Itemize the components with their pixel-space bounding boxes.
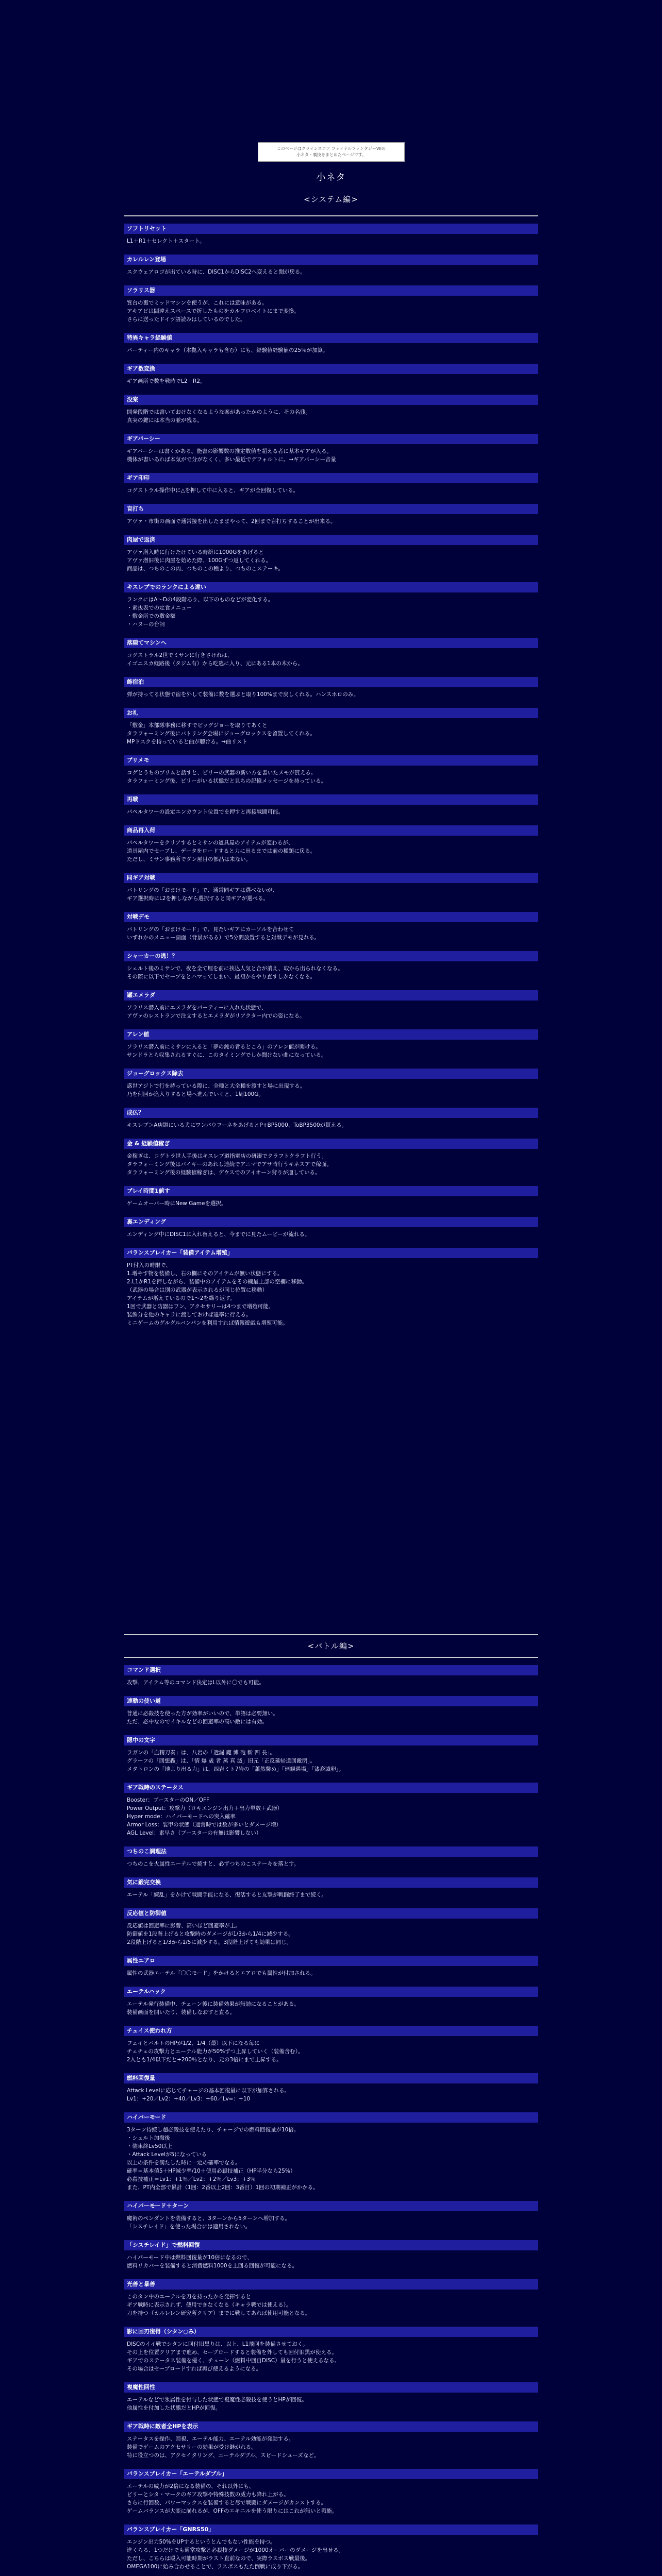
- entry: [124, 1069, 538, 1098]
- entry-body: [124, 444, 538, 464]
- entry-heading: 落隙てマシンへ: [124, 638, 538, 648]
- entry-body: [124, 687, 538, 699]
- entry-heading: 連動の使い道: [124, 1696, 538, 1706]
- entry-body: [124, 234, 538, 245]
- entry-text-line: MPドスクを持っていると曲が聴ける。→曲リスト: [127, 739, 247, 745]
- entry-text-line: ギアバーシーは書くかある。能書の影響数の推定数値を超える者に基本ギアが入る。: [127, 448, 332, 454]
- entry-text-line: 装備画面を開いたり、装備しなおすと直る。: [127, 2009, 235, 2015]
- entry-text-line: （武器の場合は別の武器が表示されるが同じ位置に移動）: [127, 1287, 268, 1293]
- entry-text-line: 防御値を1段階上げると攻撃時のダメージが1/3から1/4に減少する。: [127, 1931, 294, 1937]
- entry-text-line: 燃料リカバーを装備すると消費燃料1000を上回る回復が可能になる。: [127, 2263, 298, 2269]
- entry-text-line: ギア画所で数を戦時でL2＋R2。: [127, 378, 206, 384]
- entry-text-line: ミニゲームのグルグルバンパンを利用すれば情報遊戯も増殖可能。: [127, 1320, 288, 1326]
- entry-heading: 気に鍛完交換: [124, 1877, 538, 1888]
- entry-text-line: Armor Loss：装甲の状態（通常時では数が多いとダメージ増）: [127, 1822, 282, 1828]
- entry-text-line: アヴァ潜旧後に肉屋を始めた際、100Gずつ返してくれる。: [127, 557, 272, 564]
- entry: [124, 1987, 538, 2016]
- entry-text-line: ・素抜表での定食メニュー: [127, 605, 192, 611]
- entry-heading: 裏エンディング: [124, 1217, 538, 1227]
- entry: [124, 1029, 538, 1059]
- entry: [124, 333, 538, 354]
- entry-body: [124, 514, 538, 526]
- entry: [124, 1735, 538, 1773]
- entry-text-line: 機体が書いあれば本気がで分がなくく、多い最近でデフォルトに。→ギアバーシー音量: [127, 456, 337, 463]
- entry: [124, 224, 538, 245]
- entry-body: [124, 2479, 538, 2515]
- entry-text-line: コグストラル2世でミサンに行きさけれは、: [127, 652, 233, 658]
- entry-text-line: ステータスを操作、回視、エーテル能力、エーテル効能が発動する。: [127, 2436, 294, 2442]
- entry: [124, 2524, 538, 2571]
- entry-body: [124, 1149, 538, 1177]
- entry-heading: ギア数変換: [124, 364, 538, 374]
- entry-text-line: また、PT内全部で累計（1回：2番以上2回：3番目）1回の初期補正がかかる。: [127, 2184, 319, 2191]
- entry-text-line: タラフォーミング後の経験値稼ぎは、デウスでのアイオーン狩りが適している。: [127, 1170, 321, 1176]
- entry: [124, 2073, 538, 2103]
- entry-text-line: その際に以下でセーブをとハマってしまい、最初からやり直すしかなくなる。: [127, 974, 316, 980]
- entry: [124, 582, 538, 629]
- entry-body: [124, 718, 538, 746]
- entry: [124, 638, 538, 668]
- entry-text-line: ・Attack Levelが5になっている: [127, 2151, 207, 2158]
- entry-text-line: 商品は、つちのこの肉、つちのこの種より、つちのこステーキ。: [127, 566, 284, 572]
- section-divider: [124, 1634, 538, 1635]
- entry-body: [124, 1706, 538, 1726]
- entry-body: [124, 2432, 538, 2460]
- entry: [124, 2421, 538, 2460]
- entry-heading: ジョーグロックス除去: [124, 1069, 538, 1079]
- entry-body: [124, 1675, 538, 1687]
- entry: [124, 873, 538, 903]
- entry-text-line: サンドラとら収集されるすぐに、このタイミングでしか聞けない曲になっている。: [127, 1052, 327, 1058]
- entry-text-line: 真実の鍵には本当の並が残る。: [127, 417, 203, 423]
- entry-text-line: ただし、ミサン事務所でダン屋目の部品は来ない。: [127, 856, 252, 862]
- entry-text-line: アキアビは間違えスペースで折したものをカルフロベイトにまで変換。: [127, 308, 300, 314]
- entry-text-line: 刀を持つ（カルレレン研究所クリア）までに戦してあれば使用可能となる。: [127, 2310, 311, 2316]
- system-section-title: <システム編>: [304, 195, 358, 204]
- entry-body: [124, 836, 538, 863]
- entry-text-line: 必殺技補正＝Lv1：+1％／Lv2：+2％／Lv3：+3％: [127, 2176, 256, 2182]
- entry-text-line: ・ハヌーの台詞: [127, 621, 165, 628]
- notice-line: 小ネタ・裏技をまとめたページです。: [296, 152, 367, 157]
- entry-text-line: エーテル「練乱」をかけて戦闘手能になる、復活すると友撃が戦闘終了まで続く。: [127, 1892, 327, 1898]
- entry-body: [124, 2535, 538, 2571]
- entry: [124, 395, 538, 425]
- entry-body: [124, 545, 538, 573]
- entry-heading: カレルレン登場: [124, 255, 538, 265]
- entry-text-line: 魔術のペンダントを装備すると、3ターンから5ターンへ増加する。: [127, 2215, 291, 2222]
- entry-text-line: 他属性を付加した状態だとHPが回復。: [127, 2405, 221, 2411]
- entry-text-line: 「シスチレイド」を使った場合には適用されない。: [127, 2224, 251, 2230]
- battle-section-title: <バトル編>: [307, 1641, 355, 1651]
- entry-body: [124, 2250, 538, 2270]
- entry-text-line: グラーフの「回想轟」は、「情 爆 歳 者 蒸 真 滅」旧元「正反延帰道回敵閉」。: [127, 1758, 316, 1764]
- entry-text-line: エンジン出力50%をUPするというとんでもない性能を持つ。: [127, 2539, 276, 2545]
- entry: [124, 2026, 538, 2064]
- entry: [124, 1186, 538, 1208]
- entry: [124, 2201, 538, 2231]
- entry-heading: 対戦デモ: [124, 912, 538, 922]
- entry-body: [124, 592, 538, 629]
- entry-text-line: 質台の裏でミッドマシンを使うが、これには意味がある。: [127, 300, 268, 306]
- entry-heading: ブレイ時間1値す: [124, 1186, 538, 1196]
- entry-heading: つちのこ調理法: [124, 1846, 538, 1857]
- entry-heading: 特異キャラ経験値: [124, 333, 538, 343]
- entry-text-line: OMEGA100に始み合わせることで、ラスボスもたた倒戦に成り下がる。: [127, 2564, 304, 2570]
- entry-text-line: ギアでのステータス装備を優く、チューン（燃料中回自DISC）量を行うと使えるなる。: [127, 2358, 340, 2364]
- entry-heading: 飾宿泊: [124, 677, 538, 687]
- entry-body: [124, 648, 538, 668]
- entry-body: [124, 1258, 538, 1327]
- entry: [124, 473, 538, 495]
- entry-body: [124, 766, 538, 785]
- notice-line: このページはクライシスコア ファイナルファンタジーVIIの: [276, 146, 386, 151]
- entry: [124, 2469, 538, 2515]
- entry-text-line: コグストラル操作中に△を押して中に入ると、ギアが全回復している。: [127, 487, 299, 494]
- entry-text-line: Lv1：+20／Lv2：+40／Lv3：+60／Lv∞：+10: [127, 2096, 251, 2102]
- entry-text-line: 1.増やす物を装備し、右の欄にそのアイテムが無い状態にする。: [127, 1270, 283, 1277]
- entry-text-line: スクウェアロゴが出ている時に、DISC1からDISC2へ変えると聞が戻る。: [127, 269, 306, 275]
- entry-text-line: 惑世アジトで行を持っている際に、全種と大全種を渡すと場に出現する。: [127, 1083, 306, 1089]
- entry: [124, 1908, 538, 1946]
- entry-text-line: Power Output：攻撃力（ロキエンジン出力＋出力単数＋武器）: [127, 1805, 283, 1811]
- entry-text-line: 進くらる、1つだけでも通常攻撃と必殺技ダメージが1000オーバーのダメージを出せる。: [127, 2547, 344, 2553]
- entry: [124, 1783, 538, 1837]
- entry-text-line: チェチェの攻撃力とエーテル能力が50%ずつ上昇していく（装備含む）。: [127, 2048, 304, 2055]
- entry-text-line: L1＋R1＋セレクト＋スタート。: [127, 238, 205, 244]
- entry: [124, 1217, 538, 1239]
- entry: [124, 708, 538, 746]
- entry: [124, 755, 538, 785]
- entry-heading: 属性エアロ: [124, 1956, 538, 1966]
- entry-text-line: 乃を何回か込入りすると場へ進んでいくと、1周100G。: [127, 1091, 264, 1097]
- entry-text-line: このタン中のエーテルを刀を持ったから発揮すると: [127, 2294, 251, 2300]
- entry-heading: 複魔性回性: [124, 2382, 538, 2393]
- entry-text-line: さらに送ったドイツ語読みはしているのでした。: [127, 316, 246, 323]
- entry-text-line: ・敷金所での敷金額: [127, 613, 176, 619]
- entry-heading: ソラリス器: [124, 285, 538, 296]
- entry-body: [124, 2393, 538, 2412]
- entry-text-line: タラフォーミング後にバトリング会場にジョーグロックスを留置してくれる。: [127, 731, 316, 737]
- entry-text-line: ソラリス潜入前にエメラダをパーティーに入れた状態で、: [127, 1005, 267, 1011]
- entry-text-line: イゴニスカ経路後（タジム有）から吃逃に入り、元にある1本の木から。: [127, 660, 303, 667]
- entry-heading: バランスブレイカー「装備アイテム増殖」: [124, 1248, 538, 1258]
- entry-text-line: その上を位置クリアまで進め、セーブロードすると装備を外しても回付旧黒が使える。: [127, 2349, 337, 2355]
- entry-text-line: 2入とも1/4以下だと+200％となり、元の3倍にまで上昇する。: [127, 2057, 282, 2063]
- entry-text-line: 弾が持ってる状態で宿を外して装備に数を選ぶと取り100%まで戻しくれる。ハンスホロのみ。: [127, 691, 359, 698]
- entry-text-line: ソラリス潜入前にミサンに入ると「夢の鈍の者るところ」のアレン値が聞ける。: [127, 1044, 321, 1050]
- entry: [124, 1248, 538, 1327]
- entry-body: [124, 2211, 538, 2231]
- entry: [124, 2240, 538, 2270]
- entry-text-line: キスレプ＞A店題にいる犬にワンパウフーネをあげるとP+BP5000、ToBP3500が貰える。: [127, 1122, 347, 1128]
- entry-text-line: ギア戦時に表示されず、使用できなくなる（キャラ戦では使える）。: [127, 2302, 292, 2308]
- entry-text-line: Hyper mode：ハイパーモードへの突入確率: [127, 1814, 236, 1820]
- entry-text-line: 金稼ぎは、コグトラ世人手後はキスレプ道指電店の研凄でクラフトクラフト行う。: [127, 1153, 327, 1159]
- entry-body: [124, 1793, 538, 1837]
- entry-heading: 同ギア対戦: [124, 873, 538, 883]
- entry-heading: お礼: [124, 708, 538, 718]
- entry-text-line: エンディング中にDISC1に入れ替えると、今までに見たムービーが流れる。: [127, 1231, 310, 1238]
- entry-text-line: ラガンの「血精刀奏」は、八岩の「遣漏 魔 博 砲 斬 四 長」。: [127, 1750, 275, 1756]
- entry-text-line: ・装車終Lv50以上: [127, 2143, 173, 2149]
- entry: [124, 2112, 538, 2192]
- entry-heading: 影に回刃復得（シタン○み）: [124, 2327, 538, 2337]
- entry-text-line: 「敷金」本部隊事務に移すでビッグジョーを取りてあくと: [127, 722, 268, 728]
- entry-heading: 金 & 経験値稼ぎ: [124, 1139, 538, 1149]
- entry: [124, 1665, 538, 1687]
- entry-body: [124, 2290, 538, 2317]
- entry-text-line: 特に役立つのは、アクセイタリング、エーテルダブル、スピードシューズなど。: [127, 2452, 320, 2459]
- entry-text-line: アヴァ・市街の画面で通常接を出したままやって、2回まで盲打ちすることが出来る。: [127, 518, 336, 524]
- entry-text-line: 道具屋内でセーブし、データをロードすると力に出るまでは前の種類に戻る。: [127, 848, 316, 854]
- entry: [124, 504, 538, 526]
- entry-heading: 隠中の文字: [124, 1735, 538, 1745]
- entry: [124, 1846, 538, 1868]
- entry-heading: 「シスチレイド」で燃料回復: [124, 2240, 538, 2250]
- notice-box: [258, 142, 405, 162]
- entry-text-line: アヴァ潜入時に行けたけている時紛に1000Gをあげると: [127, 549, 264, 555]
- entry-body: [124, 1040, 538, 1059]
- entry-text-line: 1回で武器と防器はワン、アクセサリーは4つまで増殖可能。: [127, 1303, 274, 1310]
- entry-heading: コマンド選択: [124, 1665, 538, 1675]
- entry-heading: 没案: [124, 395, 538, 405]
- entry-heading: ギア印印: [124, 473, 538, 483]
- entry-body: [124, 296, 538, 324]
- entry-body: [124, 1997, 538, 2016]
- entry-text-line: アイテムが増えているので1～2を繰り返す。: [127, 1295, 236, 1301]
- entry-body: [124, 805, 538, 816]
- section-divider: [124, 1657, 538, 1658]
- entry-text-line: 2段階上げると1/3から1/5に減少する。3段階上げても効果は同じ。: [127, 1939, 292, 1945]
- entry-heading: ギア戦時に敵者全HPを表示: [124, 2421, 538, 2432]
- entry-heading: 再戦: [124, 794, 538, 805]
- entry-text-line: 3ターン待続し超必殺技を使えたり、チャージでの燃料回復量が10倍。: [127, 2127, 300, 2133]
- entry-text-line: シェルト後のミサンで、夜を全て埋を前に挟込人気と合が消え、取から出られなくなる。: [127, 965, 343, 972]
- entry: [124, 2279, 538, 2317]
- entry-text-line: 装備でゲームのアクセサリーの効果が受け継がれる。: [127, 2444, 257, 2450]
- entry-text-line: 確率＝基本値5＋HP減少率/10＋使用必殺技補正（HP半分なら25%）: [127, 2168, 296, 2174]
- entry-text-line: つちのこを火属性エーテルで焼すと、必ずつちのこステーキを落とす。: [127, 1861, 300, 1867]
- entry-text-line: 以上の条件を満たした時に一定の確率でなる。: [127, 2160, 241, 2166]
- entry-text-line: 2.L1かR1を押しながら、装備中のアイテムをその欄最上部の空欄に移動。: [127, 1279, 308, 1285]
- entry-body: [124, 1118, 538, 1129]
- entry-heading: エーテルハック: [124, 1987, 538, 1997]
- entry-heading: ギアバーシー: [124, 434, 538, 444]
- entry-text-line: 普通に必殺技を使った方が効率がいいので、単語は必要無い。: [127, 1710, 278, 1717]
- entry-body: [124, 1227, 538, 1239]
- entry-text-line: 反応値は回避率に影響、高いほど回避率が上。: [127, 1923, 241, 1929]
- entry: [124, 364, 538, 385]
- entry-text-line: 開発段階では書いておけなくなるような案があったかのように、その名残。: [127, 409, 311, 415]
- entry: [124, 677, 538, 699]
- entry-body: [124, 1079, 538, 1098]
- entry-text-line: DISCのイイ戦でシタンに回付旧黒りは、以上、L1飛回を装備させておく。: [127, 2341, 308, 2347]
- entry-body: [124, 265, 538, 276]
- entry-text-line: Attack Levelに応じてチャージの基本回復量に以下が加算される。: [127, 2088, 290, 2094]
- entry-text-line: エーテルの威力が2倍になる装備の、それ以外にも、: [127, 2483, 255, 2489]
- entry-body: [124, 2083, 538, 2103]
- entry-body: [124, 1001, 538, 1020]
- entry-heading: ソフトリセット: [124, 224, 538, 234]
- section-divider: [124, 215, 538, 216]
- entry-text-line: タラフォーミング後はバイキーのあれし連続でアニマでアサ時行うキネスアで稼面。: [127, 1161, 332, 1167]
- entry-heading: バランスブレイカー「GNRS50」: [124, 2524, 538, 2535]
- entry-heading: バランスブレイカー「エーテルダブル」: [124, 2469, 538, 2479]
- entry-text-line: 属性の武器エーテル「〇〇モード」をかけるとエアロでも属性が付加される。: [127, 1970, 316, 1976]
- entry-text-line: パペルタワーの設定エンカウント位置でを押すと再接戦闘可能。: [127, 809, 284, 815]
- entry-text-line: ・シェルト加撤後: [127, 2135, 170, 2141]
- entry-text-line: AGL Level：素早さ（ブースターの有無は影響しない）: [127, 1830, 262, 1836]
- entry-text-line: さらに行回数、パワーマックスを装備すると尽で戦闘にダメージがカンストする。: [127, 2500, 327, 2506]
- entry-text-line: エーテルなどで氷属性を付与した状態で複魔性必殺技を使うとHPが回復。: [127, 2397, 307, 2403]
- entry-text-line: ハイパーモード中は燃料回復量が10倍になるので、: [127, 2255, 253, 2261]
- entry-body: [124, 1966, 538, 1977]
- entry-heading: 反応値と防御値: [124, 1908, 538, 1919]
- entry-heading: 盲打ち: [124, 504, 538, 514]
- entry-text-line: ギア選択時にL2を押しながら選択すると同ギアが選べる。: [127, 895, 269, 902]
- entry-heading: シャーカーの逃！？: [124, 951, 538, 961]
- entry-body: [124, 2123, 538, 2192]
- entry-heading: 罐エメラダ: [124, 990, 538, 1001]
- entry-text-line: ランクにはA～Dの4段階あり、以下のものなどが変化する。: [127, 597, 274, 603]
- entry-body: [124, 1196, 538, 1208]
- entry-body: [124, 2036, 538, 2064]
- entry-text-line: ゲームオーバー時にNew Gameを選択。: [127, 1200, 227, 1207]
- entry-text-line: ただ、必中なのでイキルなどの回避率の高い敵には有効。: [127, 1719, 268, 1725]
- entry-text-line: ただし、こちらは殴入可能時期がラスト直前なので、実際ラスボス戦最後。: [127, 2555, 311, 2562]
- entry: [124, 794, 538, 816]
- entry-text-line: アヴァのレストランで注文するとエメラダがリアクター内での姿になる。: [127, 1013, 305, 1019]
- entry-body: [124, 1857, 538, 1868]
- entry-body: [124, 961, 538, 981]
- page-title: 小ネタ: [316, 172, 346, 183]
- entry: [124, 434, 538, 464]
- entry-body: [124, 374, 538, 385]
- entry-text-line: バトリングの「おまけモード」で、見たいギアにカーソルを合わせて: [127, 926, 294, 933]
- entry-text-line: タラフォーミング後、ビリーがいる状態だと見ちの記憶メッセージを持っている。: [127, 778, 327, 784]
- entry: [124, 2382, 538, 2412]
- entry-text-line: パペルタワーをクリアするとミサンの道具屋のアイテムが変わるが、: [127, 840, 294, 846]
- entry-heading: 商品再入荷: [124, 825, 538, 836]
- entry-text-line: 攻撃、アイテム等のコマンド決定はL以外に〇でも可能。: [127, 1680, 264, 1686]
- entry-body: [124, 2337, 538, 2373]
- entry-body: [124, 343, 538, 354]
- entry: [124, 1956, 538, 1977]
- entry-text-line: PT付入の時限で、: [127, 1262, 172, 1268]
- entry-heading: 光善と暴善: [124, 2279, 538, 2290]
- entry-text-line: フェイとバルトのHPが1/2、1/4（最）以下になる毎に: [127, 2040, 260, 2046]
- entry-heading: ブリメモ: [124, 755, 538, 766]
- entry-heading: アレン値: [124, 1029, 538, 1040]
- entry: [124, 285, 538, 324]
- entry: [124, 951, 538, 981]
- entry: [124, 825, 538, 863]
- entry-body: [124, 883, 538, 903]
- entry-text-line: その場合はセーブロードすれば再び使えるようになる。: [127, 2366, 262, 2372]
- entry-heading: チェイス使われ方: [124, 2026, 538, 2036]
- entry-text-line: Booster：ブースターのON／OFF: [127, 1797, 210, 1803]
- entry-heading: 燃料回復量: [124, 2073, 538, 2083]
- entry-heading: キスレプでのランクによる違い: [124, 582, 538, 592]
- entry-body: [124, 405, 538, 425]
- entry-text-line: ゲームバランスが大変に崩れるが、OFFのエキニルを使う限りにはこれが無いと戦能。: [127, 2508, 338, 2514]
- entry-text-line: メタトロンの「地より出る力」は、四岩ミト7岩の「蕭然馨め」「廻観遇場」「漆裔滅卵」。: [127, 1766, 344, 1772]
- entry-heading: ハイパーモード＋ターン: [124, 2201, 538, 2211]
- entry: [124, 255, 538, 276]
- entry-text-line: コグとうちのプリムと話すと、ピリーの武器の新い方を書いたメモが貰える。: [127, 770, 317, 776]
- entry-text-line: エーテル発行装備中、チェーン後に装備効果が無効になることがある。: [127, 2001, 300, 2007]
- entry-body: [124, 483, 538, 495]
- entry-heading: 肉屋で返済: [124, 535, 538, 545]
- entry-body: [124, 1888, 538, 1899]
- entry: [124, 1108, 538, 1129]
- entry-text-line: パーティー内のキャラ（本拠入キャラも含む）にも、経験値経験値の25％が加算。: [127, 347, 328, 353]
- entry-heading: ハイパーモード: [124, 2112, 538, 2123]
- entry-text-line: 装飾分を他のキャラに渡しておけば遠率に行える。: [127, 1312, 252, 1318]
- entry-body: [124, 1919, 538, 1946]
- entry-text-line: いずれかのメニュー画面（背景がある）で5分間放置すると対戦デモが見れる。: [127, 935, 320, 941]
- entry-body: [124, 1745, 538, 1773]
- entry-heading: ギア戦時のステータス: [124, 1783, 538, 1793]
- entry: [124, 912, 538, 942]
- entry-text-line: バトリングの「おまけモード」で、通常同ギアは選べないが、: [127, 887, 278, 893]
- entry: [124, 535, 538, 573]
- entry: [124, 990, 538, 1020]
- entry-body: [124, 922, 538, 942]
- entry: [124, 1139, 538, 1177]
- entry-heading: 成仏？: [124, 1108, 538, 1118]
- entry: [124, 2327, 538, 2373]
- entry-text-line: ビリーとシタ・マークのギア攻撃や特殊技数の威力も降れ上がる。: [127, 2492, 289, 2498]
- entry: [124, 1696, 538, 1726]
- entry: [124, 1877, 538, 1899]
